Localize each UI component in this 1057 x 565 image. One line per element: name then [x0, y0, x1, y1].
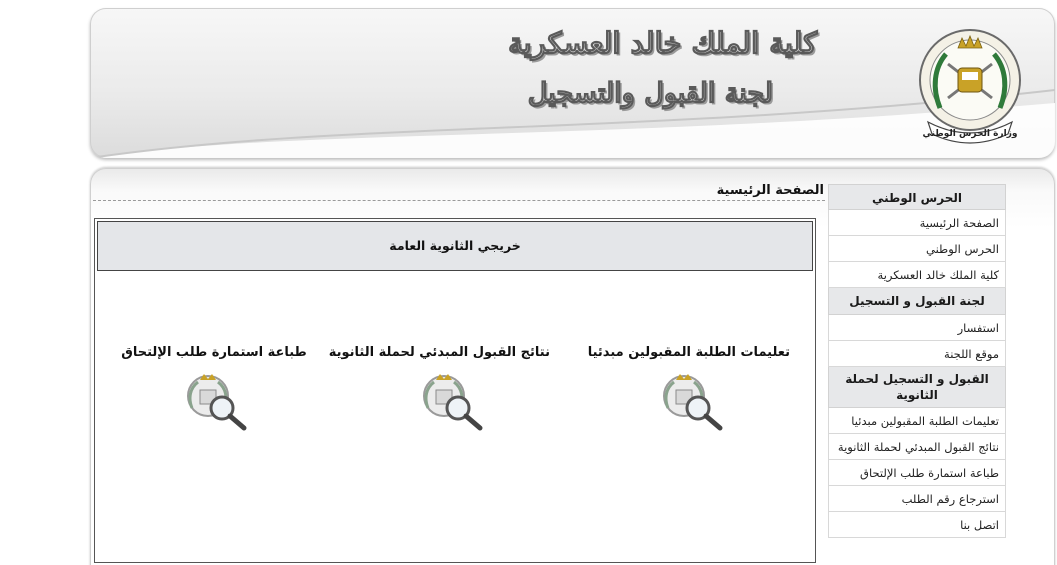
national-guard-emblem-logo: [910, 18, 1030, 148]
nav-item-contact-us[interactable]: اتصل بنا: [828, 512, 1006, 538]
link-accepted-instructions[interactable]: [587, 345, 790, 432]
nav-group-national-guard-heading: الحرس الوطني: [828, 184, 1006, 210]
college-title: كلية الملك خالد العسكرية: [508, 26, 817, 60]
emblem-magnifier-icon[interactable]: [414, 370, 486, 432]
emblem-magnifier-icon[interactable]: [178, 370, 250, 432]
nav-item-accepted-instructions[interactable]: تعليمات الطلبة المقبولين مبدئيا: [828, 408, 1006, 434]
nav-item-national-guard[interactable]: الحرس الوطني: [828, 236, 1006, 262]
emblem-magnifier-icon[interactable]: [654, 370, 726, 432]
title-divider: [93, 200, 825, 201]
nav-item-initial-results[interactable]: نتائج القبول المبدئي لحملة الثانوية: [828, 434, 1006, 460]
section-heading: خريجي الثانوية العامة: [97, 221, 813, 271]
link-initial-admission-results-label[interactable]: نتائج القبول المبدئي لحملة الثانوية: [328, 345, 550, 360]
link-print-application-form[interactable]: [114, 345, 314, 432]
site-header: [90, 8, 1055, 158]
nav-item-print-form[interactable]: طباعة استمارة طلب الإلتحاق: [828, 460, 1006, 486]
committee-title: لجنة القبول والتسجيل: [527, 78, 773, 109]
nav-item-committee-site[interactable]: موقع اللجنة: [828, 341, 1006, 367]
link-accepted-instructions-label[interactable]: تعليمات الطلبة المقبولين مبدئيا: [587, 345, 790, 360]
nav-item-retrieve-application-number[interactable]: استرجاع رقم الطلب: [828, 486, 1006, 512]
nav-item-home[interactable]: الصفحة الرئيسية: [828, 210, 1006, 236]
nav-group-secondary-admission-heading: القبول و التسجيل لحملة الثانوية: [828, 367, 1006, 408]
nav-item-king-khalid-college[interactable]: كلية الملك خالد العسكرية: [828, 262, 1006, 288]
side-navigation: [828, 184, 1006, 538]
link-print-application-form-label[interactable]: طباعة استمارة طلب الإلتحاق: [121, 345, 307, 360]
nav-group-admission-committee-heading: لجنة القبول و التسجيل: [828, 288, 1006, 315]
nav-item-inquiry[interactable]: استفسار: [828, 315, 1006, 341]
link-initial-admission-results[interactable]: [328, 345, 550, 432]
emblem-caption: وزارة الحرس الوطني: [922, 129, 1018, 139]
page-title: الصفحة الرئيسية: [716, 183, 824, 198]
